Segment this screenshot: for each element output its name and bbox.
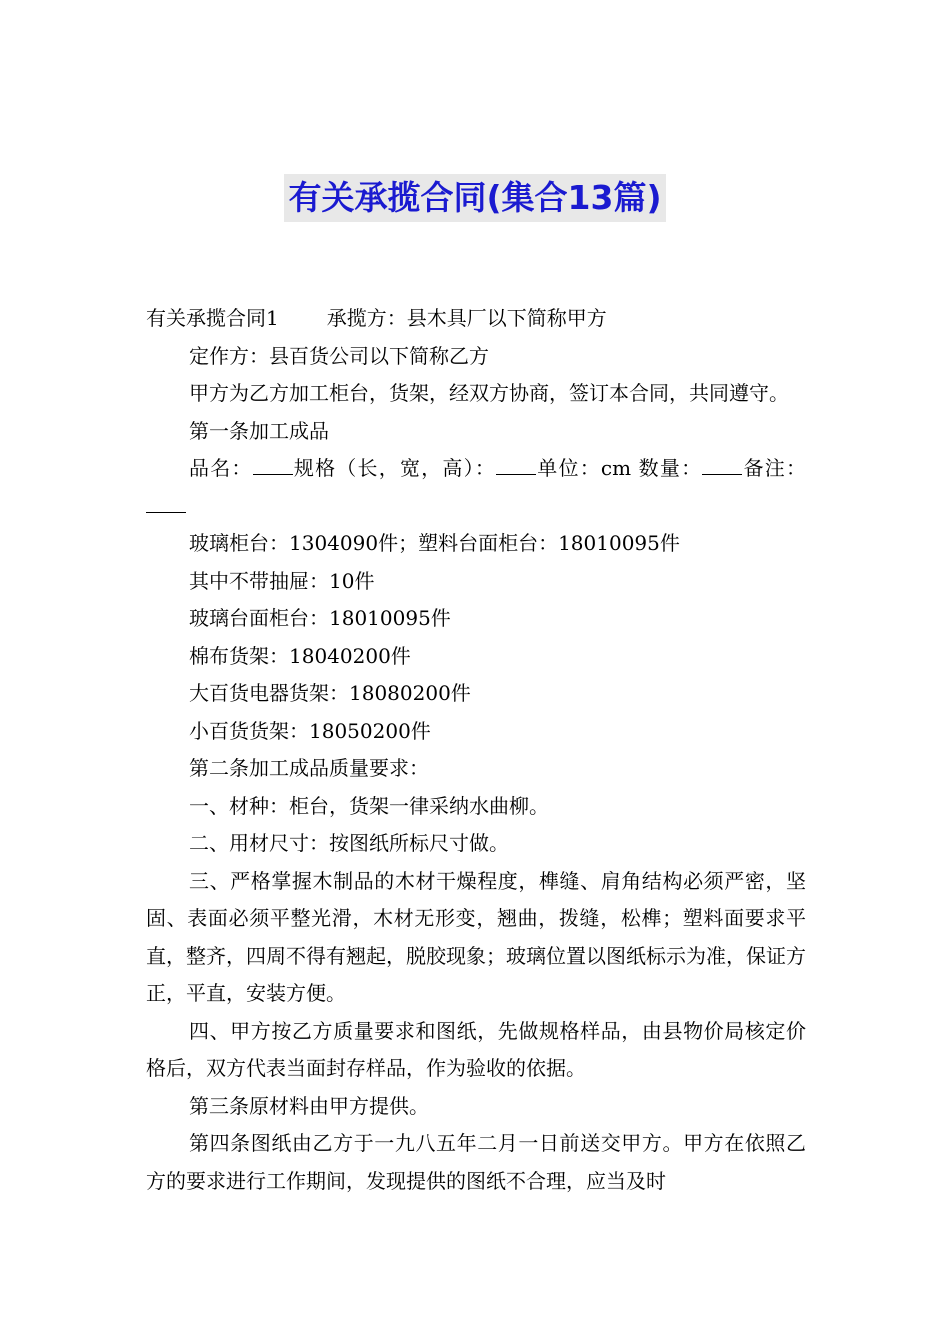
field-unit-label: 单位：cm 数量： — [536, 456, 703, 480]
document-title: 有关承揽合同(集合13篇) — [284, 174, 665, 222]
paragraph: 四、甲方按乙方质量要求和图纸，先做规格样品，由县物价局核定价格后，双方代表当面封存样品，作为验收的依据。 — [146, 1018, 806, 1080]
paragraph: 其中不带抽屉：10件 — [189, 568, 375, 593]
paragraph: 玻璃台面柜台：18010095件 — [189, 606, 451, 630]
paragraph: 第一条加工成品 — [189, 418, 329, 443]
paragraph: 小百货货架：18050200件 — [189, 718, 431, 743]
paragraph: 三、严格掌握木制品的木材干燥程度，榫缝、肩角结构必须严密，坚固、表面必须平整光滑，木材无形变，翘曲，拨缝，松榫；塑料面要求平直，整齐，四周不得有翘起，脱胶现象；玻璃位置以图纸标示为准，保证方正，平直，安装方便。 — [146, 868, 806, 1005]
paragraph: 甲方为乙方加工柜台，货架，经双方协商，签订本合同，共同遵守。 — [189, 381, 789, 405]
field-note-label: 备注： — [742, 456, 806, 480]
paragraph-heading — [146, 300, 806, 338]
contract-number: 有关承揽合同1 — [146, 306, 279, 330]
blank-line — [496, 456, 536, 475]
blank-line — [146, 494, 186, 513]
paragraph: 大百货电器货架：18080200件 — [189, 681, 471, 705]
field-name-label: 品名： — [189, 456, 253, 480]
paragraph: 一、材种：柜台，货架一律采纳水曲柳。 — [189, 793, 549, 818]
paragraph: 第四条图纸由乙方于一九八五年二月一日前送交甲方。甲方在依照乙方的要求进行工作期间，发现提供的图纸不合理，应当及时 — [146, 1131, 806, 1193]
fields-line — [146, 450, 806, 525]
blank-line — [253, 456, 293, 475]
paragraph: 棉布货架：18040200件 — [189, 643, 411, 668]
paragraph: 二、用材尺寸：按图纸所标尺寸做。 — [189, 831, 509, 855]
contractor-line: 承揽方：县木具厂以下简称甲方 — [326, 306, 607, 330]
paragraph: 第二条加工成品质量要求： — [189, 756, 429, 780]
paragraph: 玻璃柜台：1304090件；塑料台面柜台：18010095件 — [189, 531, 680, 555]
paragraph: 定作方：县百货公司以下简称乙方 — [189, 343, 489, 368]
paragraph: 第三条原材料由甲方提供。 — [189, 1093, 429, 1118]
title-wrap — [0, 174, 950, 222]
blank-line — [702, 456, 742, 475]
field-spec-label: 规格（长，宽，高）： — [292, 456, 497, 480]
document-body — [146, 300, 806, 1200]
